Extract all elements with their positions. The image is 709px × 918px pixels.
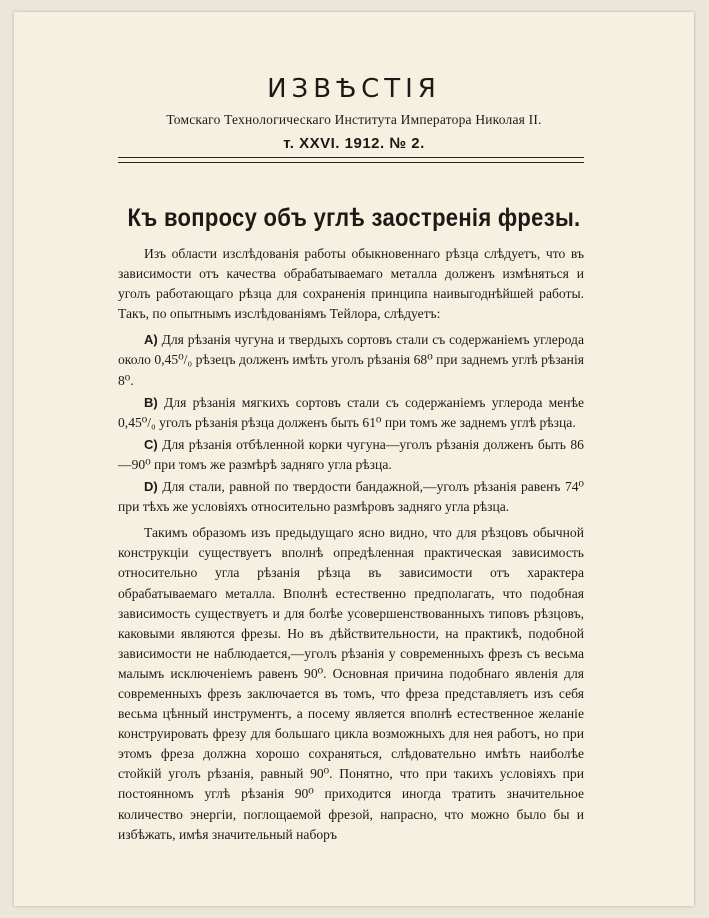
article-title: Къ вопросу объ углѣ заостренія фрезы. xyxy=(127,203,581,232)
article-body xyxy=(118,244,584,851)
item-text: Для рѣзанія отбѣленной корки чугуна—уголъ рѣзанія долженъ быть 86—90⁰ при томъ же размѣрѣ задняго угла рѣзца. xyxy=(118,436,584,472)
item-text: Для рѣзанія чугуна и твердыхъ сортовъ стали съ содержаніемъ углерода около 0,45⁰/₀ рѣзецъ долженъ имѣть уголъ рѣзанія 68⁰ при заднемъ углѣ рѣзанія 8⁰. xyxy=(118,332,584,388)
paragraph-intro: Изъ области изслѣдованія работы обыкновеннаго рѣзца слѣдуетъ, что въ зависимости отъ качества обрабатываемаго металла долженъ измѣняться и уголъ работающаго рѣзца для сохраненія принципа наивыгоднѣйшей работы. Такъ, по опытнымъ изслѣдованіямъ Тейлора, слѣдуетъ: xyxy=(118,246,584,322)
institute-subtitle: Томскаго Технологическаго Института Императора Николая II. xyxy=(166,112,542,127)
item-text: Для стали, равной по твердости бандажной,—уголъ рѣзанія равенъ 74⁰ при тѣхъ же условіяхъ относительно размѣровъ задняго угла рѣзца. xyxy=(118,479,585,515)
item-letter: C) xyxy=(144,436,158,452)
issue-line: т. XXVI. 1912. № 2. xyxy=(283,135,425,152)
item-text: Для рѣзанія мягкихъ сортовъ стали съ содержаніемъ углерода менѣе 0,45⁰/₀ уголъ рѣзанія рѣзца долженъ быть 61⁰ при томъ же заднемъ углѣ рѣзца. xyxy=(118,394,584,430)
item-letter: B) xyxy=(144,394,158,410)
document-page xyxy=(14,12,694,906)
list-item-c xyxy=(118,435,584,475)
paragraph-main: Такимъ образомъ изъ предыдущаго ясно видно, что для рѣзцовъ обычной конструкціи существуетъ вполнѣ опредѣленная практическая зависимость относительно угла рѣзанія рѣзца въ зависимости отъ характера обрабатываемаго металла. Вполнѣ естественно предполагать, что подобная зависимость существуетъ и для болѣе усовершенствованныхъ типовъ рѣзцовъ, каковыми являются фрезы. Но въ дѣйствительности, на практикѣ, подобной зависимости не наблюдается,—уголъ рѣзанія у современныхъ фрезъ съ весьма малымъ исключеніемъ равенъ 90⁰. Основная причина подобнаго явленія для современныхъ фрезъ заключается въ томъ, что фреза представляетъ изъ себя весьма цѣнный инструментъ, а посему является вполнѣ естественное желаніе конструировать фрезу для большаго цикла возможныхъ для нея работъ, но при этомъ фреза должна хорошо сохраняться, слѣдовательно имѣть наиболѣе стойкій уголъ рѣзанія, равный 90⁰. Понятно, что при такихъ условіяхъ при постоянномъ углѣ рѣзанія 90⁰ приходится иногда тратить значительное количество энергіи, поглощаемой фрезой, напрасно, что можно было бы и избѣжать, имѣя значительный наборъ xyxy=(118,525,584,842)
journal-title: ИЗВѢСТІЯ xyxy=(267,74,441,104)
header-rule-bottom xyxy=(118,162,584,163)
item-letter: D) xyxy=(144,479,158,495)
header-rule-top xyxy=(118,157,584,158)
list-item-b xyxy=(118,393,584,433)
list-item-d xyxy=(118,477,584,517)
list-item-a xyxy=(118,330,584,390)
item-letter: A) xyxy=(144,332,158,348)
